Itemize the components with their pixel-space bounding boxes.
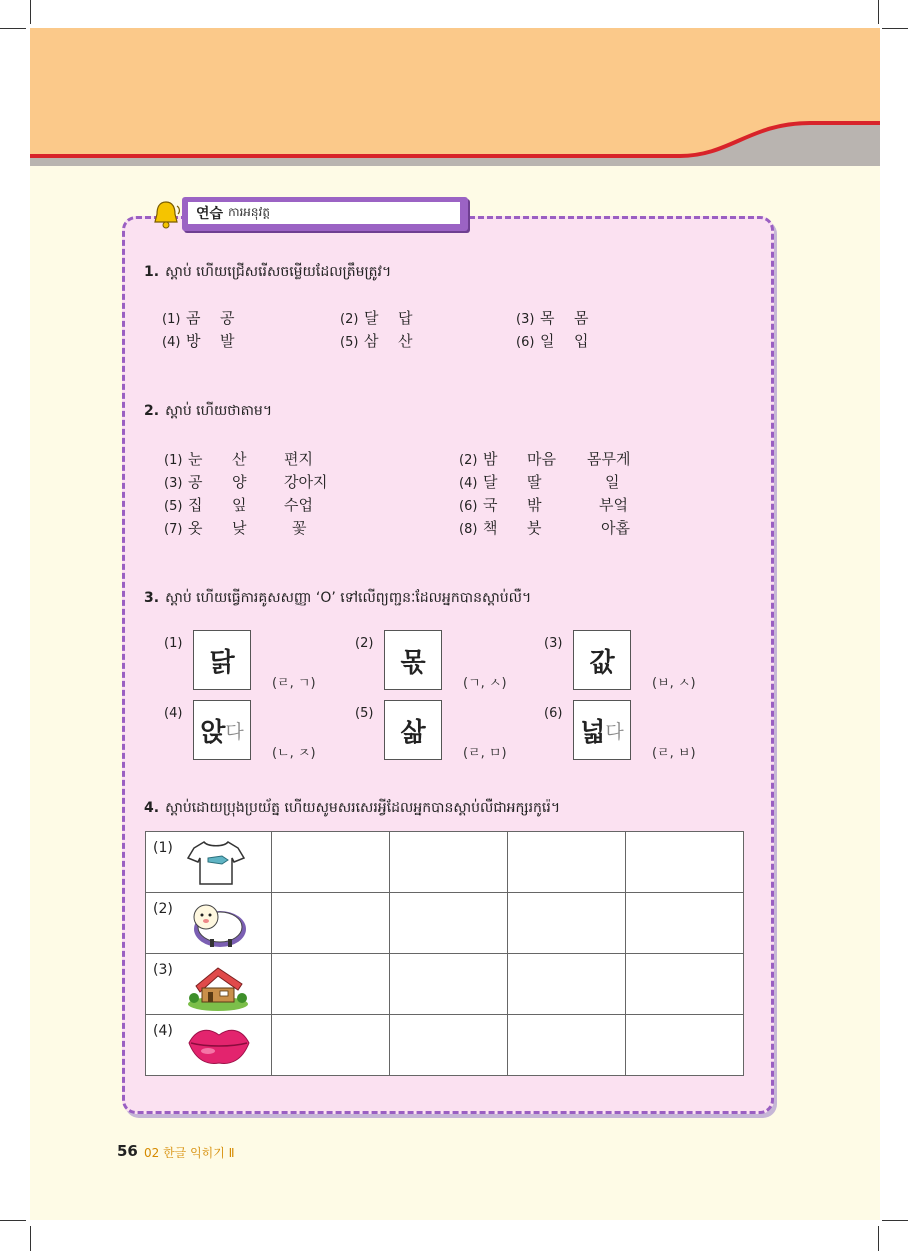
answer-grid xyxy=(145,831,744,1076)
crop-mark xyxy=(878,1226,879,1251)
q2-row: (6) 국 밖 부엌 xyxy=(459,496,628,514)
header-band xyxy=(30,28,880,166)
q3-item-label: (6) xyxy=(544,706,563,721)
answer-cell[interactable] xyxy=(272,1015,390,1076)
q3-letter-box[interactable]: 몫 xyxy=(384,630,442,690)
row-label: (1) xyxy=(153,840,173,856)
q3-hint[interactable]: (ㄴ, ㅈ) xyxy=(272,746,316,761)
q3-letter-box[interactable]: 앉 다 xyxy=(193,700,251,760)
q2-row: (8) 책 붓 아홉 xyxy=(459,519,630,537)
sheep-icon xyxy=(186,899,250,955)
answer-cell[interactable] xyxy=(390,832,508,893)
q2-row: (4) 달 딸 일 xyxy=(459,473,620,491)
tag-khmer: ការអនុវត្ត xyxy=(228,205,270,219)
answer-cell[interactable] xyxy=(390,893,508,954)
q1-option[interactable]: (4) 방 발 xyxy=(162,332,235,350)
answer-cell[interactable] xyxy=(390,1015,508,1076)
q3-hint[interactable]: (ㄱ, ㅅ) xyxy=(463,676,507,691)
exercise-tag xyxy=(182,197,468,231)
q2-row: (2) 밤 마음 몸무게 xyxy=(459,450,631,468)
row-label: (4) xyxy=(153,1023,173,1039)
row-label: (2) xyxy=(153,901,173,917)
q3-hint[interactable]: (ㄹ, ㄱ) xyxy=(272,676,316,691)
answer-cell[interactable] xyxy=(272,832,390,893)
q1-option[interactable]: (2) 달 답 xyxy=(340,309,413,327)
q3-letter-box[interactable]: 넓 다 xyxy=(573,700,631,760)
q3-item-label: (3) xyxy=(544,636,563,651)
answer-cell[interactable] xyxy=(626,1015,744,1076)
crop-mark xyxy=(882,28,908,29)
q1-option[interactable]: (3) 목 몸 xyxy=(516,309,589,327)
answer-cell[interactable] xyxy=(272,893,390,954)
q3-letter-box[interactable]: 값 xyxy=(573,630,631,690)
question-2-title: 2. ស្ដាប់ ហើយថាតាម។ xyxy=(144,403,273,419)
bell-icon xyxy=(150,198,182,234)
crop-mark xyxy=(882,1220,908,1221)
q3-item-label: (5) xyxy=(355,706,374,721)
table-row xyxy=(146,954,744,1015)
q3-hint[interactable]: (ㄹ, ㅁ) xyxy=(463,746,507,761)
lips-icon xyxy=(186,1021,252,1071)
q3-item-label: (2) xyxy=(355,636,374,651)
answer-cell[interactable] xyxy=(508,1015,626,1076)
crop-mark xyxy=(878,0,879,24)
q3-letter-box[interactable]: 닭 xyxy=(193,630,251,690)
q2-row: (3) 공 양 강아지 xyxy=(164,473,328,491)
answer-cell[interactable] xyxy=(272,954,390,1015)
q3-hint[interactable]: (ㄹ, ㅂ) xyxy=(652,746,696,761)
question-1-title: 1. ស្ដាប់ ហើយជ្រើសរើសចម្លើយដែលត្រឹមត្រូវ។ xyxy=(144,264,392,280)
table-row xyxy=(146,832,744,893)
tag-korean: 연습 xyxy=(196,206,224,222)
house-icon xyxy=(186,960,250,1016)
row-label: (3) xyxy=(153,962,173,978)
page-number: 56 xyxy=(117,1142,138,1160)
q1-option[interactable]: (5) 삼 산 xyxy=(340,332,413,350)
table-row xyxy=(146,1015,744,1076)
q3-item-label: (4) xyxy=(164,706,183,721)
answer-cell[interactable] xyxy=(626,893,744,954)
answer-cell[interactable] xyxy=(626,954,744,1015)
chapter-title: 02 한글 익히기 Ⅱ xyxy=(144,1146,235,1160)
q1-option[interactable]: (6) 일 입 xyxy=(516,332,589,350)
crop-mark xyxy=(30,0,31,24)
t-shirt-icon xyxy=(186,838,246,892)
q1-option[interactable]: (1) 곰 공 xyxy=(162,309,235,327)
q3-item-label: (1) xyxy=(164,636,183,651)
crop-mark xyxy=(0,28,26,29)
answer-cell[interactable] xyxy=(626,832,744,893)
crop-mark xyxy=(0,1220,26,1221)
answer-cell[interactable] xyxy=(508,954,626,1015)
answer-cell[interactable] xyxy=(508,832,626,893)
q2-row: (5) 집 잎 수업 xyxy=(164,496,313,514)
q2-row: (7) 옷 낮 꽃 xyxy=(164,519,307,537)
question-4-title: 4. ស្ដាប់ដោយប្រុងប្រយ័ត្ន ហើយសូមសរសេរអ្វីដែលអ្នកបានស្ដាប់លឺជាអក្សរកូរ៉េ។ xyxy=(144,800,561,816)
question-3-title: 3. ស្ដាប់ ហើយធ្វើការគូសសញ្ញា ‘O’ ទៅលើព្យញ្ជនៈដែលអ្នកបានស្ដាប់លឺ។ xyxy=(144,590,532,606)
answer-cell[interactable] xyxy=(390,954,508,1015)
q3-letter-box[interactable]: 삶 xyxy=(384,700,442,760)
q2-row: (1) 눈 산 편지 xyxy=(164,450,313,468)
answer-cell[interactable] xyxy=(508,893,626,954)
q3-hint[interactable]: (ㅂ, ㅅ) xyxy=(652,676,696,691)
crop-mark xyxy=(30,1226,31,1251)
table-row xyxy=(146,893,744,954)
